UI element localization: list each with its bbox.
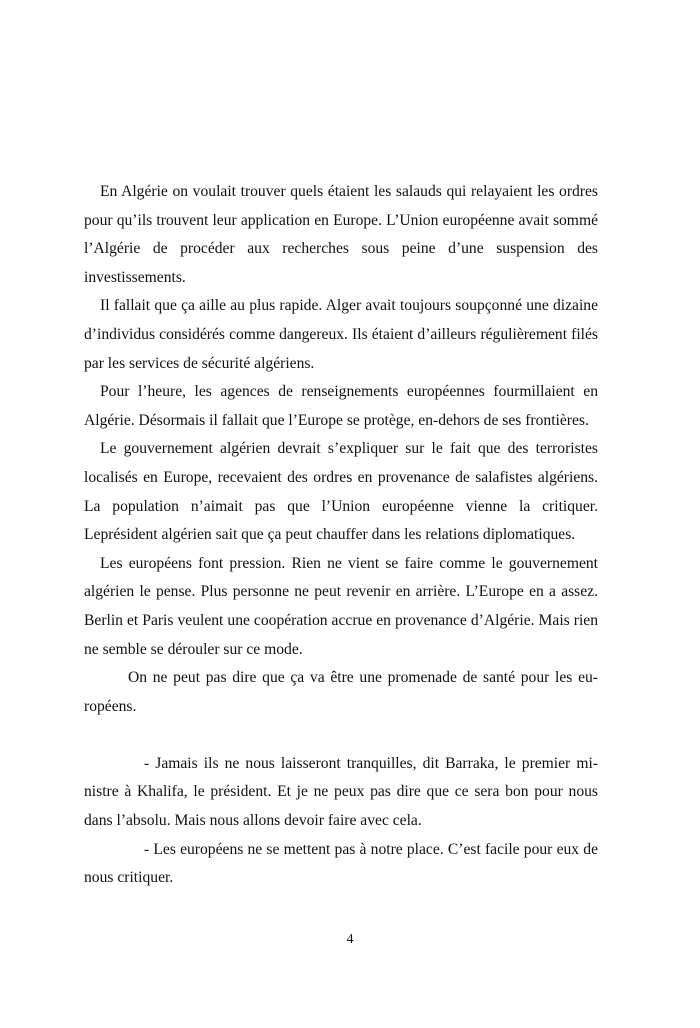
paragraph-3: Pour l’heure, les agences de renseignements européennes fourmillaient en Algérie. Désormais il fallait que l’Europe se protège, en-dehors de ses frontières. [84,383,598,429]
dialogue-2: - Les européens ne se mettent pas à notre place. C’est facile pour eux de nous critiquer. [84,840,598,887]
paragraph-2: Il fallait que ça aille au plus rapide. Alger avait toujours soupçonné une dizaine d’individus considérés comme dangereux. Ils étaient d’ailleurs régulièrement filés par les services de sécurité algériens. [84,297,598,372]
paragraph-1: En Algérie on voulait trouver quels étaient les salauds qui relayaient les ordres pour qu’ils trouvent leur application en Europe. L’Union européenne avait sommé l’Algérie de procéder aux recherches sous peine d’une suspension des investissements. [84,183,598,286]
paragraph-6: On ne peut pas dire que ça va être une promenade de santé pour les européens. [84,669,598,715]
paragraph-5: Les européens font pression. Rien ne vient se faire comme le gouvernement algérien le pense. Plus personne ne peut revenir en arrière. L’Europe en a assez. Berlin et Paris veulent une coopération accrue en provenance d’Algérie. Mais rien ne semble se dérouler sur ce mode. [84,554,598,658]
paragraph-4: Le gouvernement algérien devrait s’expliquer sur le fait que des terroristes localisés en Europe, recevaient des ordres en provenance de salafistes algériens. La population n’aimait pas que l’Union européenne vienne la critiquer. Leprésident algérien sait que ça peut chauffer dans les relations diplomatiques. [84,440,598,544]
page-number: 4 [346,932,354,947]
section-gap [84,721,598,750]
dialogue-1: - Jamais ils ne nous laisseront tranquilles, dit Barraka, le premier ministre à Khalifa, le président. Et je ne peux pas dire que ce sera bon pour nous dans l’absolu. Mais nous allons devoir faire avec cela. [84,754,598,830]
body-text [84,178,598,893]
